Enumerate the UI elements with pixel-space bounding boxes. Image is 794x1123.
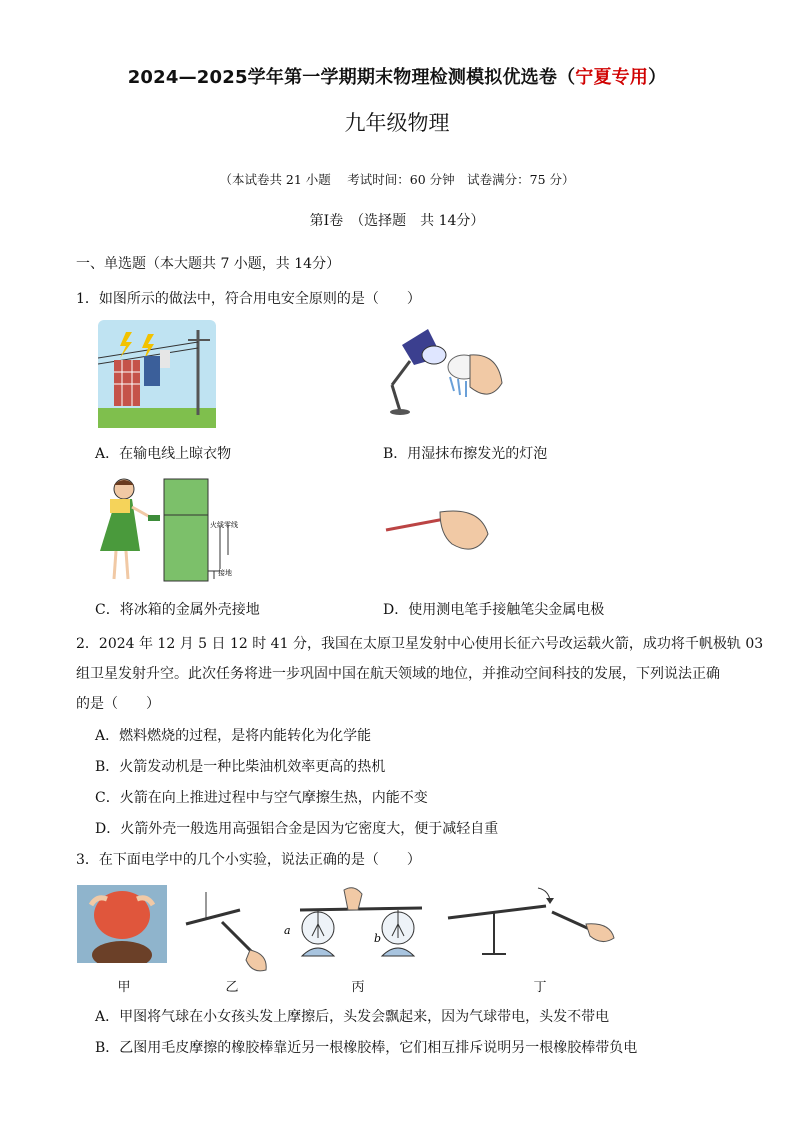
fig-c-live-label: 火线 xyxy=(210,521,224,529)
q2-option-b: B．火箭发动机是一种比柴油机效率更高的热机 xyxy=(95,759,386,775)
part-heading: 第Ⅰ卷 （选择题 共 14分） xyxy=(309,213,485,229)
exam-title xyxy=(0,63,794,89)
q1-figure-d xyxy=(380,500,490,560)
title-region: 宁夏专用 xyxy=(575,67,649,88)
q2-option-d: D．火箭外壳一般选用高强铝合金是因为它密度大，便于减轻自重 xyxy=(95,821,499,837)
fig-c-neutral-label: 零线 xyxy=(224,521,238,529)
section-heading: 一、单选题（本大题共 7 小题，共 14分） xyxy=(76,256,341,272)
exam-subtitle: 九年级物理 xyxy=(344,111,450,135)
q2-option-c: C．火箭在向上推进过程中与空气摩擦生热，内能不变 xyxy=(95,790,428,806)
q3-figure-jia xyxy=(77,885,167,963)
q3-figure-bing xyxy=(282,882,432,964)
q2-option-a: A．燃料燃烧的过程，是将内能转化为化学能 xyxy=(95,728,372,744)
electroscope-b-label: b xyxy=(374,932,382,945)
q3-figure-ding xyxy=(446,884,616,964)
q3-stem: 3．在下面电学中的几个小实验，说法正确的是（ ） xyxy=(76,852,421,868)
q1-option-c: C．将冰箱的金属外壳接地 xyxy=(95,602,260,618)
fig-c-ground-label: 接地 xyxy=(218,569,232,577)
q2-stem-line3: 的是（ ） xyxy=(76,696,160,712)
q3-label-yi: 乙 xyxy=(225,980,239,995)
q3-option-a: A．甲图将气球在小女孩头发上摩擦后，头发会飘起来，因为气球带电，头发不带电 xyxy=(95,1009,610,1025)
electroscope-a-label: a xyxy=(284,924,291,937)
q3-figure-yi xyxy=(180,888,270,976)
q1-figure-c xyxy=(96,475,246,587)
q2-stem-line2: 组卫星发射升空。此次任务将进一步巩固中国在航天领域的地位，并推动空间科技的发展，下列说法正确 xyxy=(76,666,720,682)
title-close: ） xyxy=(648,67,667,88)
q2-stem-line1: 2．2024 年 12 月 5 日 12 时 41 分，我国在太原卫星发射中心使用长征六号改运载火箭，成功将千帆极轨 03 xyxy=(76,636,764,652)
q3-label-bing: 丙 xyxy=(351,980,365,995)
q1-figure-a xyxy=(98,320,216,428)
q1-option-d: D．使用测电笔手接触笔尖金属电极 xyxy=(383,602,605,618)
title-main: 2024—2025学年第一学期期末物理检测模拟优选卷（ xyxy=(127,67,576,88)
q1-option-a: A．在输电线上晾衣物 xyxy=(95,446,232,462)
q3-option-b: B．乙图用毛皮摩擦的橡胶棒靠近另一根橡胶棒，它们相互排斥说明另一根橡胶棒带负电 xyxy=(95,1040,638,1056)
q3-label-ding: 丁 xyxy=(533,980,547,995)
q1-figure-b xyxy=(380,325,505,415)
q1-stem: 1．如图所示的做法中，符合用电安全原则的是（ ） xyxy=(76,291,421,307)
q1-option-b: B．用湿抹布擦发光的灯泡 xyxy=(383,446,548,462)
q3-label-jia: 甲 xyxy=(117,980,131,995)
exam-meta: （本试卷共 21 小题 考试时间：60 分钟 试卷满分：75 分） xyxy=(219,172,575,187)
